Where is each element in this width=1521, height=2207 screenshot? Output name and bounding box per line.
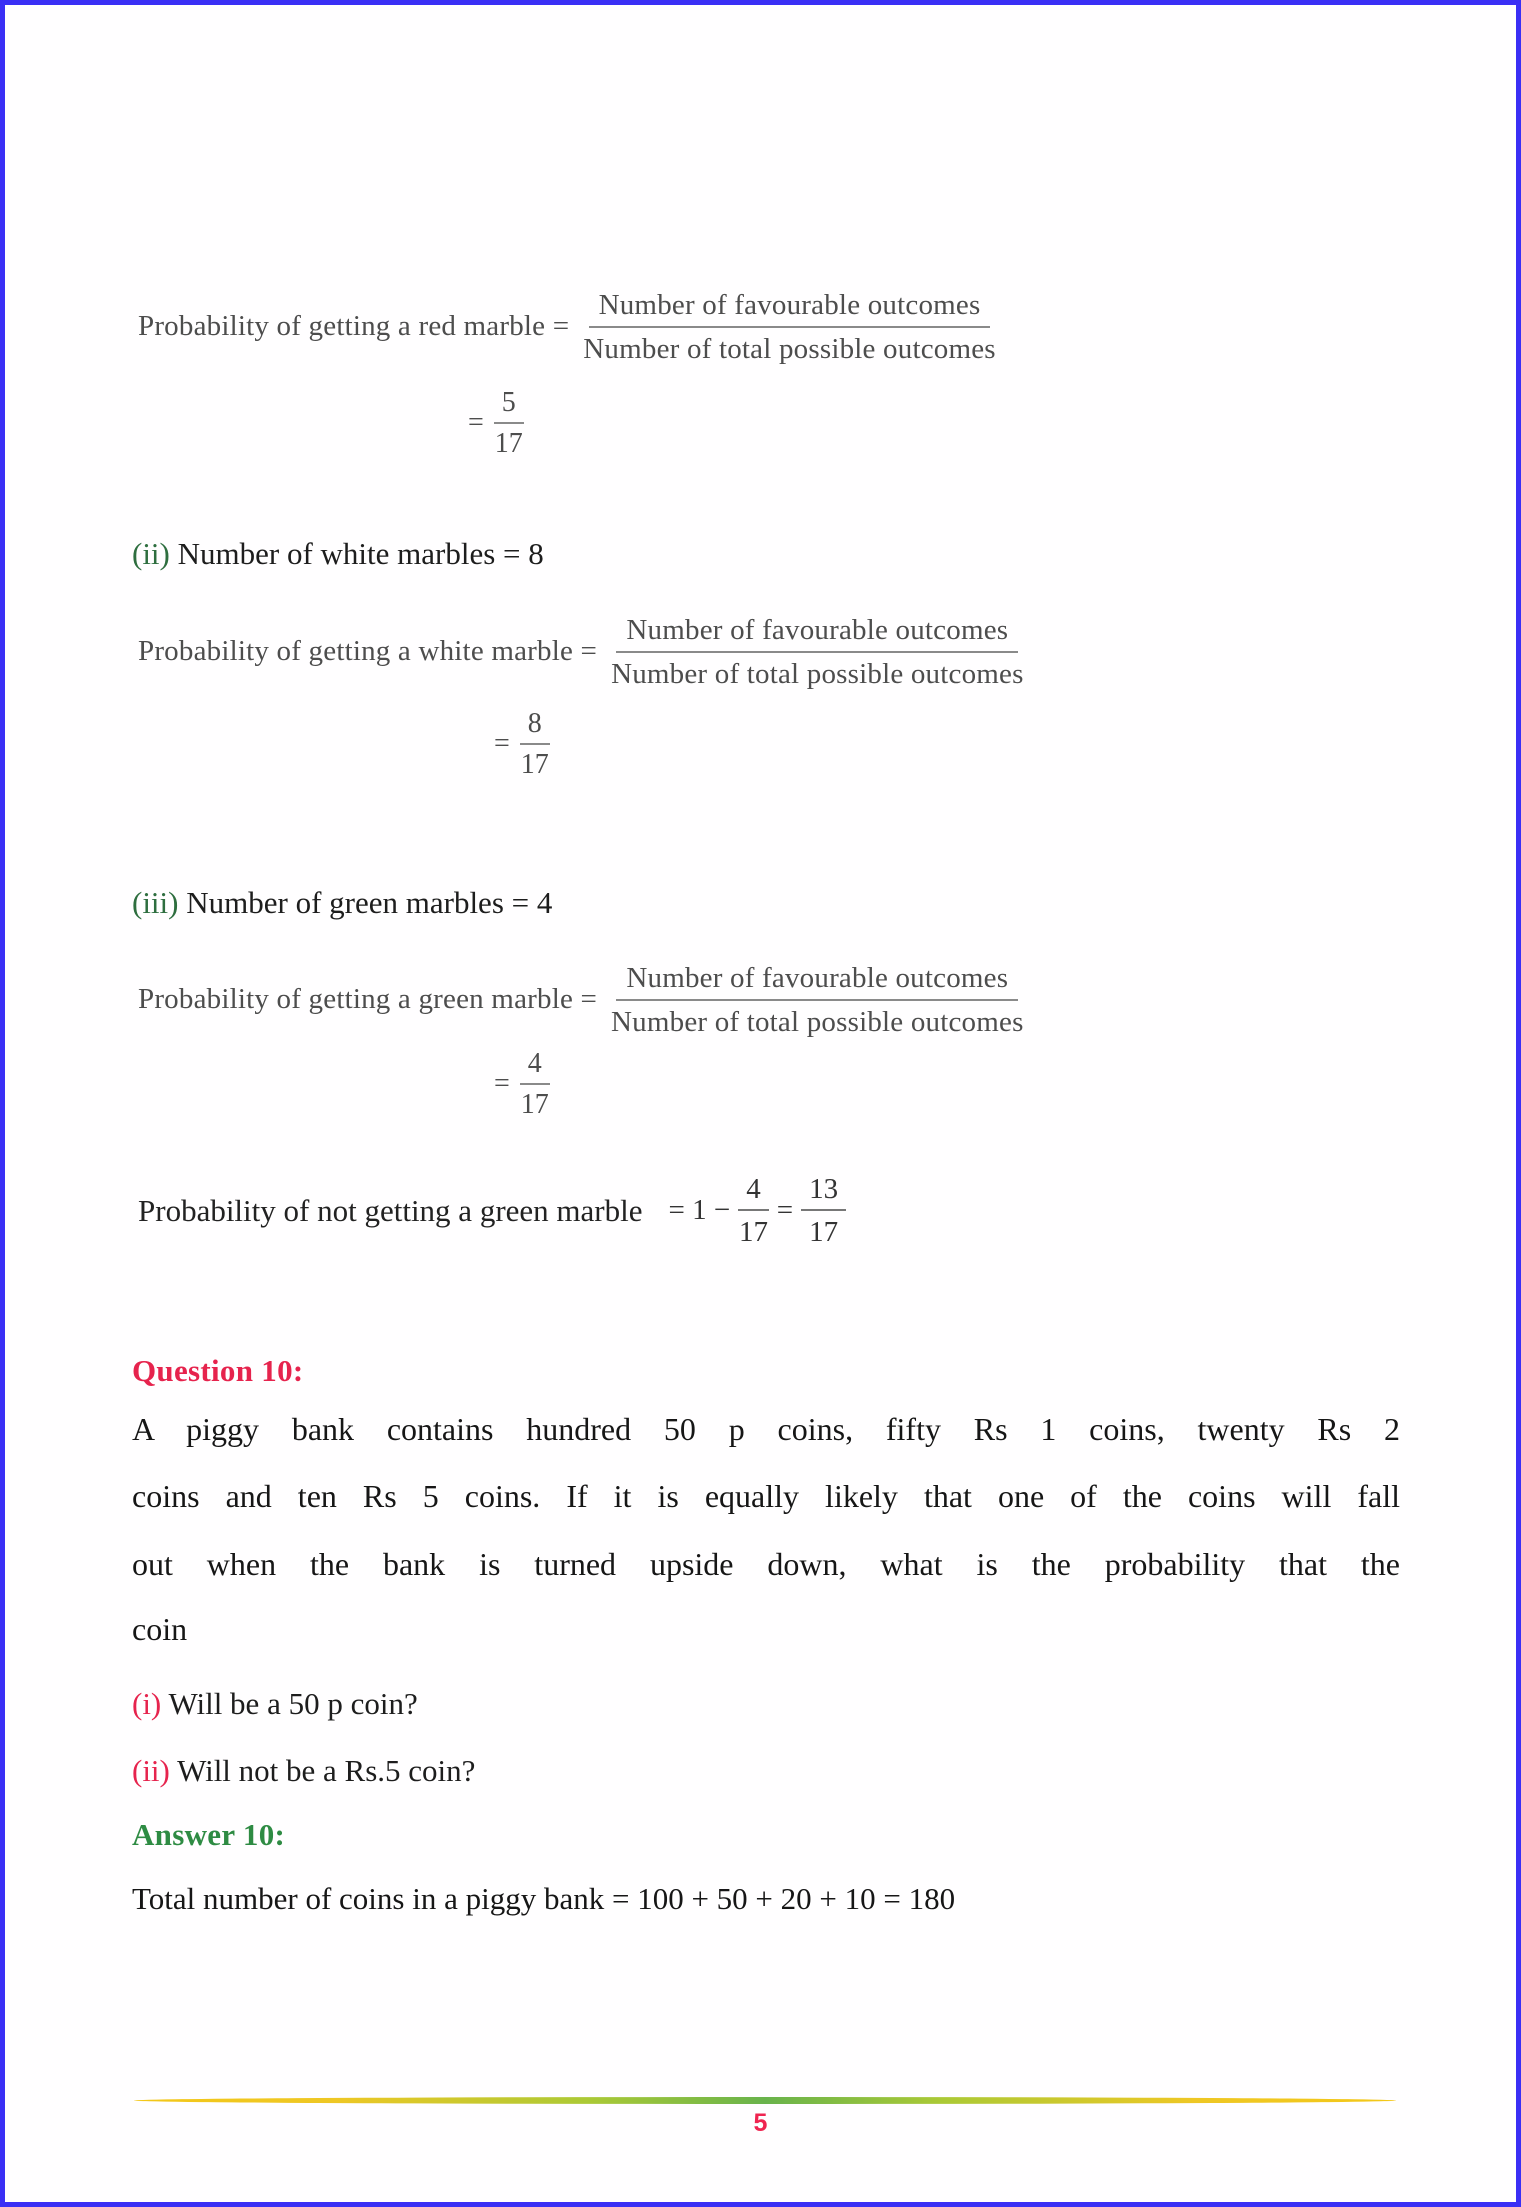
item-marker: (i) bbox=[132, 1686, 162, 1721]
item-marker: (iii) bbox=[132, 885, 179, 920]
formula-label: Probability of not getting a green marble bbox=[138, 1192, 643, 1228]
result-red-marble bbox=[468, 387, 524, 460]
item-text: Will not be a Rs.5 coin? bbox=[169, 1753, 476, 1788]
fraction-denominator: Number of total possible outcomes bbox=[611, 1006, 1024, 1039]
fraction bbox=[583, 288, 996, 366]
result-green-marble bbox=[494, 1048, 550, 1121]
equals-one-minus: = 1 − bbox=[668, 1194, 731, 1227]
fraction-denominator: Number of total possible outcomes bbox=[583, 333, 996, 366]
fraction-numerator: Number of favourable outcomes bbox=[616, 613, 1018, 653]
fraction-4-17: $\frac{4}{17}$ bbox=[738, 1173, 768, 1249]
result-fraction: $\frac{5}{17}$ bbox=[494, 387, 523, 460]
equals-sign: = bbox=[494, 728, 510, 760]
equals-sign: = bbox=[468, 407, 484, 439]
formula-label: Probability of getting a green marble = bbox=[138, 983, 598, 1016]
formula-label: Probability of getting a red marble = bbox=[138, 310, 570, 343]
fraction bbox=[611, 613, 1024, 691]
item-text: Number of green marbles = 4 bbox=[178, 885, 553, 920]
question-text-line: coins and ten Rs 5 coins. If it is equally likely that one of the coins will fall bbox=[132, 1478, 1400, 1514]
question-heading: Question 10: bbox=[132, 1353, 304, 1388]
answer-heading: Answer 10: bbox=[132, 1817, 286, 1852]
formula-red-marble bbox=[138, 288, 996, 366]
result-fraction: $\frac{4}{17}$ bbox=[520, 1048, 549, 1121]
fraction bbox=[611, 961, 1024, 1039]
footer-divider-line bbox=[134, 2097, 1396, 2104]
answer-text: Total number of coins in a piggy bank = 100 + 50 + 20 + 10 = 180 bbox=[132, 1881, 956, 1916]
equals-sign: = bbox=[776, 1194, 794, 1227]
question-subitem-ii bbox=[132, 1753, 475, 1789]
item-white-marbles bbox=[132, 536, 544, 572]
fraction-13-17: $\frac{13}{17}$ bbox=[801, 1173, 846, 1249]
item-green-marbles bbox=[132, 885, 552, 921]
question-text-line: coin bbox=[132, 1611, 188, 1647]
fraction-numerator: Number of favourable outcomes bbox=[589, 288, 991, 328]
page-content bbox=[132, 5, 1400, 2202]
formula-green-marble bbox=[138, 961, 1024, 1039]
formula-not-green-marble bbox=[138, 1173, 846, 1249]
formula-label: Probability of getting a white marble = bbox=[138, 635, 598, 668]
result-white-marble bbox=[494, 708, 550, 781]
equals-sign: = bbox=[494, 1068, 510, 1100]
result-fraction: $\frac{8}{17}$ bbox=[520, 708, 549, 781]
expression bbox=[668, 1173, 846, 1249]
item-text: Will be a 50 p coin? bbox=[161, 1686, 418, 1721]
question-text-line: out when the bank is turned upside down, what is the probability that the bbox=[132, 1546, 1400, 1582]
item-marker: (ii) bbox=[132, 536, 170, 571]
question-subitem-i bbox=[132, 1686, 418, 1722]
item-text: Number of white marbles = 8 bbox=[169, 536, 544, 571]
fraction-numerator: Number of favourable outcomes bbox=[616, 961, 1018, 1001]
fraction-denominator: Number of total possible outcomes bbox=[611, 658, 1024, 691]
item-marker: (ii) bbox=[132, 1753, 170, 1788]
page-number: 5 bbox=[753, 2109, 768, 2137]
formula-white-marble bbox=[138, 613, 1024, 691]
question-text-line: A piggy bank contains hundred 50 p coins, fifty Rs 1 coins, twenty Rs 2 bbox=[132, 1411, 1400, 1447]
